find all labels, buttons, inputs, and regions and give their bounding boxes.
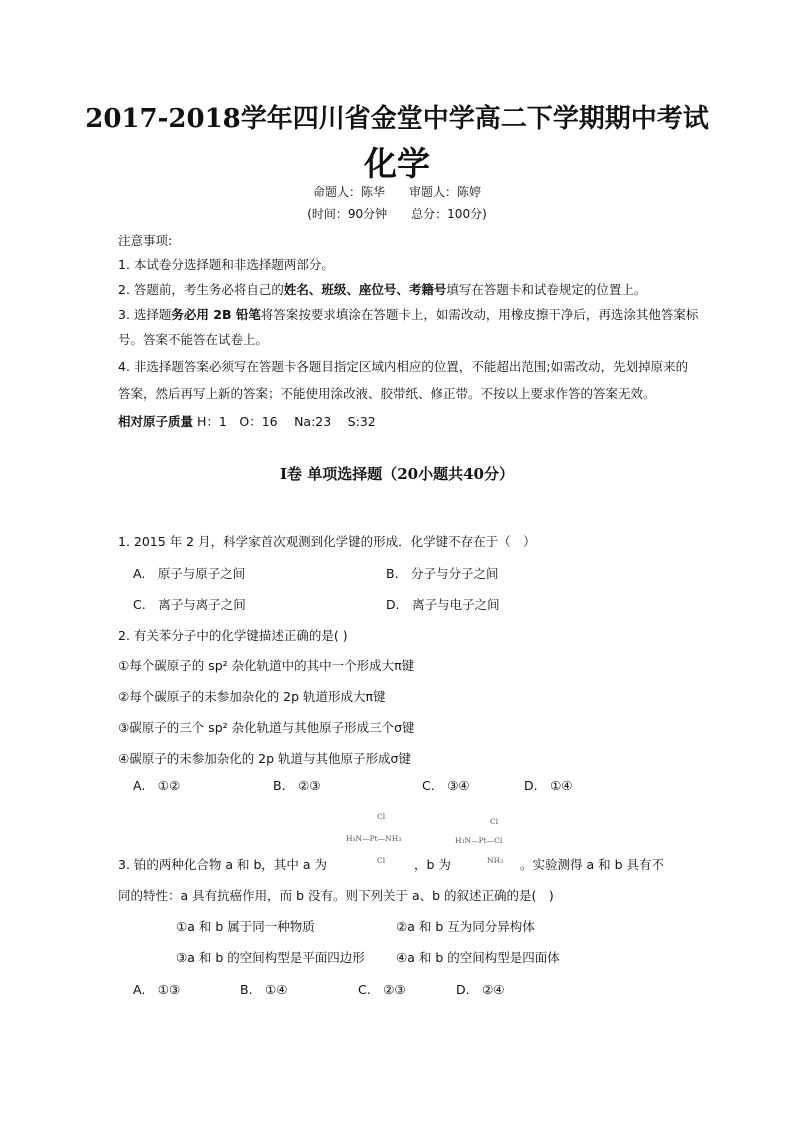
q3-statement-4: ④a 和 b 的空间构型是四面体 xyxy=(396,950,560,965)
structure-b-bottom: NH₃ xyxy=(487,856,504,865)
note-2 xyxy=(118,280,646,298)
q3-stem-mid: ，b 为 xyxy=(414,857,451,872)
note-2-bold: 姓名、班级、座位号、考籍号 xyxy=(283,282,447,297)
q3-option-b: B. ①④ xyxy=(240,982,288,997)
q3-stem-pre: 3. 铂的两种化合物 a 和 b，其中 a 为 xyxy=(118,857,328,872)
q1-option-c: C. 离子与离子之间 xyxy=(133,597,246,612)
q1-option-d: D. 离子与电子之间 xyxy=(386,597,500,612)
q3-stem-post: 。实验测得 a 和 b 具有不 xyxy=(520,857,664,872)
q1-stem: 1. 2015 年 2 月，科学家首次观测到化学键的形成．化学键不存在于（ ） xyxy=(118,534,536,549)
q2-option-d: D. ①④ xyxy=(524,778,573,793)
q3-stem-continued: 同的特性：a 具有抗癌作用，而 b 没有。则下列关于 a、b 的叙述正确的是( ) xyxy=(118,888,554,903)
atomic-mass-line xyxy=(118,412,376,430)
subject-title: 化学 xyxy=(364,144,430,183)
q3-option-a: A. ①③ xyxy=(133,982,181,997)
structure-a-top: Cl xyxy=(377,812,386,821)
q3-statement-1: ①a 和 b 属于同一种物质 xyxy=(176,919,315,934)
structure-a-bottom: Cl xyxy=(377,856,386,865)
note-4: 4. 非选择题答案必须写在答题卡各题目指定区域内相应的位置，不能超出范围;如需改动，先划掉原来的 xyxy=(118,359,689,374)
section-title: Ⅰ卷 单项选择题（20小题共40分） xyxy=(280,465,514,483)
note-1: 1. 本试卷分选择题和非选择题两部分。 xyxy=(118,257,334,272)
q2-stem: 2. 有关苯分子中的化学键描述正确的是( ) xyxy=(118,628,348,643)
note-3-post: 将答案按要求填涂在答题卡上，如需改动，用橡皮擦干净后，再选涂其他答案标 xyxy=(260,307,699,322)
note-4-continued: 答案，然后再写上新的答案；不能使用涂改液、胶带纸、修正带。不按以上要求作答的答案无效。 xyxy=(118,386,656,401)
time-score-line: (时间：90分钟 总分：100分) xyxy=(307,207,487,221)
q3-statement-3: ③a 和 b 的空间构型是平面四边形 xyxy=(176,950,365,965)
q3-statement-2: ②a 和 b 互为同分异构体 xyxy=(396,919,535,934)
q2-option-a: A. ①② xyxy=(133,778,181,793)
q3-option-c: C. ②③ xyxy=(358,982,406,997)
note-3 xyxy=(118,305,698,323)
note-3-continued: 号。答案不能答在试卷上。 xyxy=(118,332,269,347)
note-2-pre: 2. 答题前，考生务必将自己的 xyxy=(118,282,284,297)
q2-statement-1: ①每个碳原子的 sp² 杂化轨道中的其中一个形成大π键 xyxy=(118,658,415,673)
note-3-pre: 3. 选择题 xyxy=(118,307,172,322)
structure-b-top: Cl xyxy=(490,817,499,826)
structure-b-middle: H₃N—Pt—Cl xyxy=(455,836,503,845)
atomic-mass-label: 相对原子质量 xyxy=(118,414,194,429)
note-2-post: 填写在答题卡和试卷规定的位置上。 xyxy=(446,282,647,297)
q1-option-a: A. 原子与原子之间 xyxy=(133,566,246,581)
structure-a-middle: H₃N—Pt—NH₃ xyxy=(346,834,402,843)
q2-option-b: B. ②③ xyxy=(273,778,321,793)
authors-line: 命题人：陈华 审题人：陈婷 xyxy=(312,185,481,199)
notes-heading: 注意事项: xyxy=(118,233,173,248)
q2-statement-3: ③碳原子的三个 sp² 杂化轨道与其他原子形成三个σ键 xyxy=(118,720,415,735)
atomic-mass-values: H：1 O：16 Na:23 S:32 xyxy=(197,414,376,429)
note-3-bold: 务必用 2B 铅笔 xyxy=(171,307,261,322)
q2-option-c: C. ③④ xyxy=(422,778,470,793)
q2-statement-2: ②每个碳原子的未参加杂化的 2p 轨道形成大π键 xyxy=(118,689,386,704)
q2-statement-4: ④碳原子的未参加杂化的 2p 轨道与其他原子形成σ键 xyxy=(118,751,411,766)
q3-option-d: D. ②④ xyxy=(456,982,505,997)
exam-title: 2017-2018学年四川省金堂中学高二下学期期中考试 xyxy=(85,104,709,134)
q1-option-b: B. 分子与分子之间 xyxy=(386,566,499,581)
